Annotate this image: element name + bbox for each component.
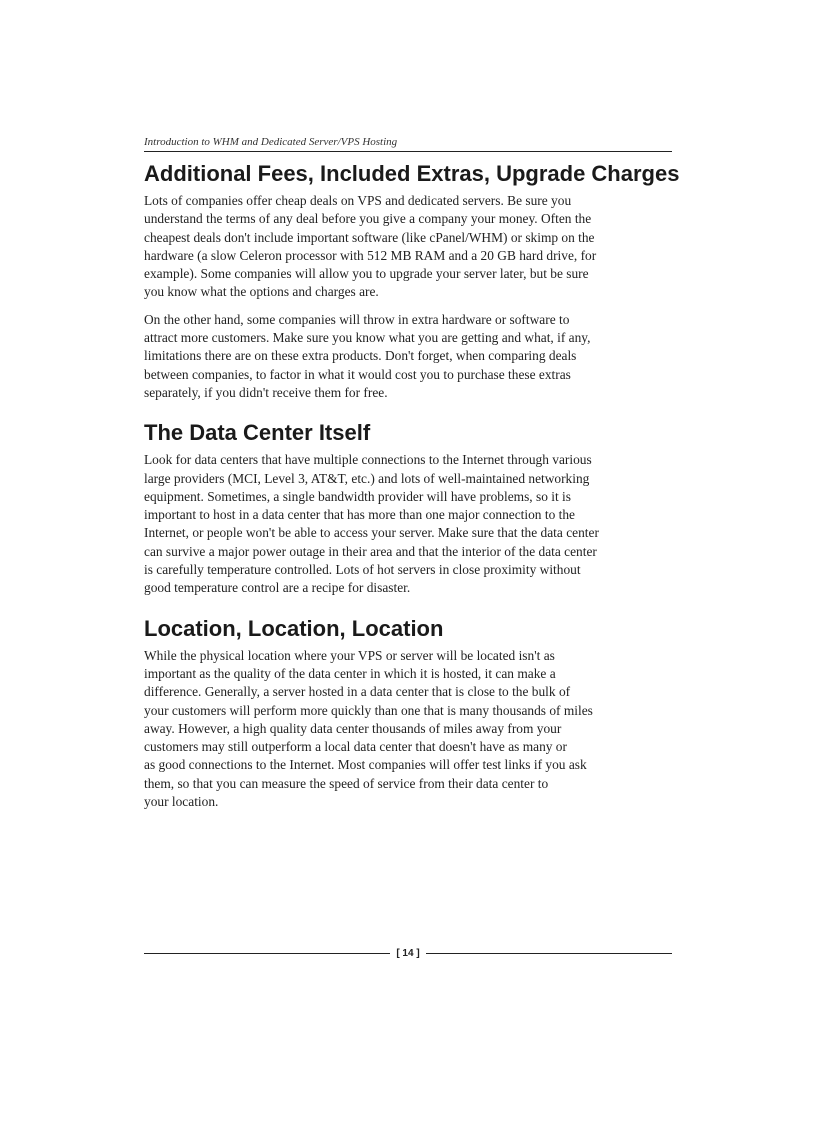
section-heading: The Data Center Itself (144, 420, 371, 446)
body-paragraph: Lots of companies offer cheap deals on VPS and dedicated servers. Be sure you understand the terms of any deal before you give a company your money. Often the cheapest deals don't include important software (like cPanel/WHM) or skimp on the hardware (a slow Celeron processor with 512 MB RAM and a 20 GB hard drive, for example). Some companies will allow you to upgrade your server later, but be sure you know what the options and charges are. (144, 193, 597, 300)
footer-rule-left (144, 953, 390, 954)
header-rule (144, 151, 672, 152)
footer-rule-right (426, 953, 672, 954)
section-heading: Location, Location, Location (144, 615, 444, 641)
body-paragraph: Look for data centers that have multiple connections to the Internet through various large providers (MCI, Level 3, AT&T, etc.) and lots of well-maintained networking equipment. Sometimes, a single bandwidth provider will have problems, so it is important to host in a data center that has more than one major connection to the Internet, or people won't be able to access your server. Make sure that the data center can survive a major power outage in their area and that the interior of the data center is carefully temperature controlled. Lots of hot servers in close proximity without good temperature control are a recipe for disaster. (144, 452, 599, 596)
page-footer (144, 944, 672, 962)
page-number: [ 14 ] (396, 947, 420, 959)
page-content (144, 156, 680, 820)
section-heading: Additional Fees, Included Extras, Upgrade Charges (144, 161, 680, 186)
body-paragraph: On the other hand, some companies will throw in extra hardware or software to attract more customers. Make sure you know what you are getting and what, if any, limitations there are on these extra products. Don't forget, when comparing deals between companies, to factor in what it would cost you to purchase these extras separately, if you didn't receive them for free. (144, 311, 591, 400)
section-data-center (144, 415, 672, 597)
body-paragraph: While the physical location where your VPS or server will be located isn't as important as the quality of the data center in which it is hosted, it can make a difference. Generally, a server hosted in a data center that is close to the bulk of your customers will perform more quickly than one that is many thousands of miles away. However, a high quality data center thousands of miles away from your customers may still outperform a local data center that doesn't have as many or as good connections to the Internet. Most companies will offer test links if you ask them, so that you can measure the speed of service from their data center to your location. (144, 647, 593, 810)
section-additional-fees (144, 156, 680, 402)
running-header: Introduction to WHM and Dedicated Server/VPS Hosting (144, 136, 398, 148)
section-location (144, 611, 672, 812)
